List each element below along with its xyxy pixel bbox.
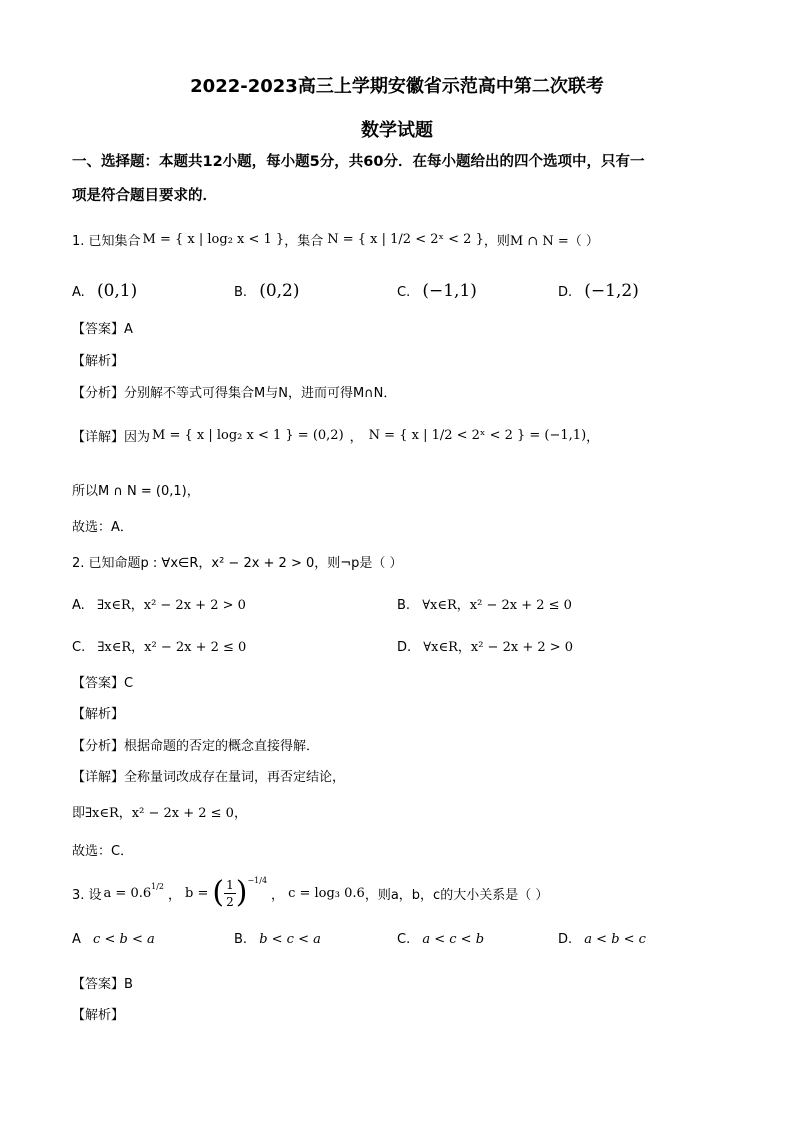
option-value: (−1,1)	[422, 281, 477, 301]
q3-b: b =	[185, 885, 209, 901]
q1-analysis: 【分析】分别解不等式可得集合M与N，进而可得M∩N．	[72, 386, 397, 401]
q1-pick: 故选：A．	[72, 520, 133, 535]
q3-tail: ，则a，b，c的大小关系是（ ）	[364, 887, 549, 903]
q2-option-d	[397, 636, 573, 655]
option-value: (−1,2)	[584, 281, 639, 301]
option-label: B.	[234, 932, 248, 947]
option-value: ∃x∈R，x² − 2x + 2 > 0	[96, 598, 246, 613]
option-value: a < b < c	[584, 932, 646, 947]
option-label: D.	[397, 640, 412, 655]
page-subtitle: 数学试题	[361, 120, 433, 141]
section-heading-line2: 项是符合题目要求的．	[72, 188, 217, 204]
option-label: A.	[72, 598, 85, 613]
q1-answer: 【答案】A	[72, 322, 133, 337]
q3-stem: 3. 设 a = 0.6 $^{1/2}$ ， b = ( $\frac{1}{2}$ ) $^{-1/4}$ ， c = log₃ 0.6 ，则a，b，c的大小关系是（ ）	[72, 875, 549, 910]
q1-set-n: N = { x | 1/2 < 2ˣ < 2 }	[327, 231, 484, 247]
q3-option-c	[397, 932, 484, 947]
q2-option-c	[72, 636, 246, 655]
q2-analysis-heading: 【解析】	[72, 707, 125, 722]
q3-b-fraction: $\frac{1}{2}$	[226, 877, 234, 909]
option-value: ∀x∈R，x² − 2x + 2 ≤ 0	[422, 598, 572, 613]
option-label: B.	[234, 285, 248, 300]
option-value: ∃x∈R，x² − 2x + 2 ≤ 0	[97, 640, 247, 655]
q1-detail-n: N = { x | 1/2 < 2ˣ < 2 } = (−1,1)	[368, 427, 587, 443]
q2-detail: 【详解】全称量词改成存在量词，再否定结论，	[72, 770, 346, 785]
option-value: ∀x∈R，x² − 2x + 2 > 0	[423, 640, 574, 655]
q2-option-b	[397, 594, 572, 613]
option-value: (0,1)	[96, 281, 138, 301]
q2-analysis: 【分析】根据命题的否定的概念直接得解．	[72, 739, 320, 754]
option-value: (0,2)	[259, 281, 300, 301]
q1-option-d	[558, 281, 639, 301]
q1-so: 所以M ∩ N = (0,1)，	[72, 484, 200, 499]
q3-b-exponent: −1/4	[247, 875, 268, 885]
q3-answer: 【答案】B	[72, 977, 133, 992]
option-value: a < c < b	[422, 932, 485, 947]
option-label: D.	[558, 932, 573, 947]
q3-option-b	[234, 932, 321, 947]
option-label: C.	[397, 285, 411, 300]
q3-a-exponent: 1/2	[151, 881, 165, 891]
section-heading-line1: 一、选择题：本题共12小题，每小题5分，共60分．在每小题给出的四个选项中，只有一	[72, 154, 645, 170]
q1-detail-m: M = { x | log₂ x < 1 } = (0,2)	[152, 427, 344, 443]
q1-detail-prefix: 【详解】因为	[72, 429, 151, 445]
q2-so: 即∃x∈R，x² − 2x + 2 ≤ 0，	[72, 806, 247, 821]
option-label: B.	[397, 598, 411, 613]
q3-a: a = 0.6	[103, 885, 152, 901]
page-title: 2022-2023高三上学期安徽省示范高中第二次联考	[190, 76, 604, 97]
q1-mid: ，集合	[284, 233, 324, 249]
q2-stem: 2. 已知命题p : ∀x∈R，x² − 2x + 2 > 0，则¬p是（ ）	[72, 556, 403, 571]
q2-answer: 【答案】C	[72, 676, 134, 691]
q1-tail: ，则	[483, 233, 510, 249]
q1-stem	[72, 214, 599, 264]
option-label: C.	[72, 640, 86, 655]
q3-analysis-heading: 【解析】	[72, 1008, 125, 1023]
q3-option-a	[72, 932, 155, 947]
option-label: A	[72, 932, 81, 947]
q3-c: c = log₃ 0.6	[288, 885, 365, 901]
q1-number: 1. 已知集合	[72, 233, 141, 249]
option-value: c < b < a	[93, 932, 155, 947]
q1-set-m: M = { x | log₂ x < 1 }	[142, 231, 285, 247]
q2-option-a	[72, 594, 246, 613]
q1-detail: 【详解】因为 M = { x | log₂ x < 1 } = (0,2) ， N = { x | 1/2 < 2ˣ < 2 } = (−1,1) ，	[72, 427, 600, 445]
option-label: C.	[397, 932, 411, 947]
q1-option-c	[397, 281, 477, 301]
option-label: D.	[558, 285, 573, 300]
q3-option-d	[558, 932, 646, 947]
q2-pick: 故选：C．	[72, 844, 134, 859]
q1-analysis-heading: 【解析】	[72, 354, 125, 369]
q1-option-a	[72, 281, 137, 301]
q3-number: 3. 设	[72, 887, 102, 903]
option-value: b < c < a	[259, 932, 321, 947]
option-label: A.	[72, 285, 85, 300]
q1-option-b	[234, 281, 300, 301]
q1-ask: M ∩ N =（ ）	[509, 233, 599, 249]
